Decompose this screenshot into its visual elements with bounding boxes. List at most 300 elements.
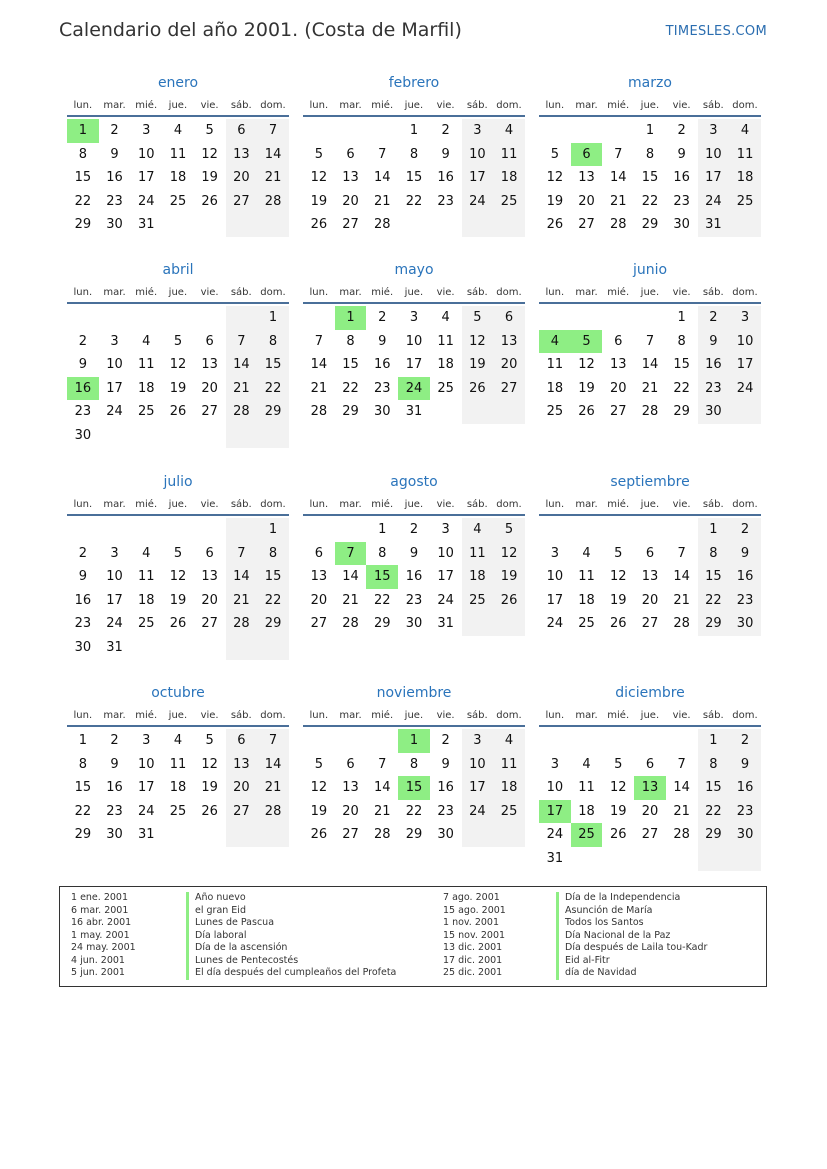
day-cell: 4 <box>173 123 183 138</box>
day-cell: 10 <box>729 330 761 354</box>
day-cell: 29 <box>641 217 659 233</box>
month-enero <box>67 73 289 237</box>
day-cell: 12 <box>201 146 218 162</box>
day-cell: 25 <box>493 190 525 214</box>
weekday-header <box>303 284 525 304</box>
empty-day-cell <box>335 729 367 753</box>
holiday-day-cell: 1 <box>67 119 99 143</box>
day-cell: 2 <box>729 729 761 753</box>
day-cell: 24 <box>546 616 564 632</box>
day-cell: 4 <box>729 119 761 143</box>
day-cell: 22 <box>342 380 359 396</box>
day-cell: 15 <box>698 565 730 589</box>
day-cell: 5 <box>314 756 323 772</box>
day-cell: 14 <box>373 780 391 796</box>
day-cell: 22 <box>405 193 423 209</box>
day-cell: 23 <box>405 592 423 608</box>
empty-day-cell <box>571 306 603 330</box>
day-cell: 25 <box>169 193 187 209</box>
day-cell: 1 <box>78 733 87 748</box>
day-cell: 9 <box>729 542 761 566</box>
day-cell: 6 <box>346 756 355 772</box>
weekday-label: mié. <box>607 100 630 111</box>
day-cell: 29 <box>257 400 289 424</box>
day-cell: 9 <box>441 146 450 162</box>
empty-day-cell <box>539 729 571 753</box>
day-cell: 20 <box>342 803 359 819</box>
day-cell: 20 <box>201 380 218 396</box>
day-cell: 12 <box>462 330 494 354</box>
day-cell: 14 <box>673 780 690 796</box>
day-cell: 22 <box>257 589 289 613</box>
legend-holiday-name: Día de la Independencia <box>556 892 707 905</box>
day-cell: 19 <box>462 353 494 377</box>
day-cell: 25 <box>729 190 761 214</box>
day-cell: 21 <box>226 377 258 401</box>
empty-day-cell <box>366 119 398 143</box>
day-cell: 24 <box>546 827 564 843</box>
weekday-label: lun. <box>545 710 565 721</box>
day-cell: 22 <box>405 803 423 819</box>
weekday-label: mié. <box>135 499 158 510</box>
empty-day-cell <box>99 518 131 542</box>
day-cell: 7 <box>226 542 258 566</box>
weekday-label: dom. <box>496 100 522 111</box>
day-cell: 11 <box>493 753 525 777</box>
holiday-day-cell: 5 <box>571 330 603 354</box>
day-cell: 6 <box>614 333 623 349</box>
empty-day-cell <box>539 306 571 330</box>
day-cell: 2 <box>110 123 119 138</box>
day-cell: 30 <box>437 827 454 843</box>
month-name: mayo <box>394 262 434 278</box>
day-grid <box>303 518 525 636</box>
empty-day-cell <box>571 119 603 143</box>
empty-day-cell <box>729 213 761 237</box>
legend-date: 6 mar. 2001 <box>71 904 129 916</box>
day-grid <box>67 306 289 448</box>
day-cell: 4 <box>173 733 183 748</box>
holiday-day-cell: 25 <box>571 823 603 847</box>
page-title: Calendario del año 2001. (Costa de Marfil) <box>59 19 462 41</box>
empty-day-cell <box>226 636 258 660</box>
day-cell: 22 <box>373 592 391 608</box>
day-cell: 13 <box>578 170 595 186</box>
day-cell: 21 <box>673 592 690 608</box>
day-cell: 27 <box>201 404 218 420</box>
day-cell: 17 <box>137 170 155 186</box>
empty-day-cell <box>226 213 258 237</box>
day-cell: 30 <box>74 427 92 443</box>
empty-day-cell <box>194 424 226 448</box>
holiday-day-cell: 7 <box>335 542 367 566</box>
day-cell: 10 <box>137 756 155 772</box>
day-cell: 20 <box>641 803 659 819</box>
day-cell: 23 <box>729 800 761 824</box>
day-cell: 17 <box>698 166 730 190</box>
weekday-label: vie. <box>672 287 691 298</box>
day-cell: 26 <box>609 616 627 632</box>
day-cell: 15 <box>257 353 289 377</box>
legend-holiday-name: Día después de Laila tou-Kadr <box>556 942 707 955</box>
day-cell: 17 <box>546 592 564 608</box>
day-cell: 11 <box>437 333 454 349</box>
legend-holiday-name: Todos los Santos <box>556 917 707 930</box>
day-cell: 29 <box>373 616 391 632</box>
weekday-header <box>67 496 289 516</box>
empty-day-cell <box>130 636 162 660</box>
holiday-day-cell: 24 <box>398 377 430 401</box>
day-cell: 19 <box>546 193 564 209</box>
day-cell: 3 <box>550 545 559 561</box>
empty-day-cell <box>335 119 367 143</box>
day-cell: 27 <box>226 800 258 824</box>
holiday-day-cell: 16 <box>67 377 99 401</box>
legend-date: 15 nov. 2001 <box>443 929 506 941</box>
day-cell: 29 <box>405 827 423 843</box>
weekday-label: jue. <box>404 710 424 721</box>
day-cell: 14 <box>226 353 258 377</box>
day-cell: 7 <box>226 330 258 354</box>
day-cell: 25 <box>137 616 155 632</box>
day-cell: 11 <box>462 542 494 566</box>
empty-day-cell <box>130 518 162 542</box>
site-logo-link[interactable]: TIMESLES.COM <box>665 24 767 39</box>
day-cell: 8 <box>698 753 730 777</box>
day-cell: 3 <box>441 522 450 537</box>
day-cell: 28 <box>373 217 391 233</box>
weekday-header <box>539 707 761 727</box>
day-cell: 21 <box>609 193 627 209</box>
day-cell: 13 <box>342 170 359 186</box>
day-cell: 2 <box>409 522 419 537</box>
day-cell: 28 <box>342 616 359 632</box>
day-cell: 26 <box>201 803 218 819</box>
day-cell: 15 <box>74 780 92 796</box>
empty-day-cell <box>303 518 335 542</box>
weekday-header <box>303 496 525 516</box>
empty-day-cell <box>602 729 634 753</box>
day-cell: 7 <box>677 756 686 772</box>
empty-day-cell <box>162 424 194 448</box>
day-cell: 27 <box>201 616 218 632</box>
weekday-header <box>539 284 761 304</box>
day-cell: 4 <box>493 119 525 143</box>
day-cell: 27 <box>310 616 328 632</box>
weekday-label: vie. <box>436 287 455 298</box>
day-cell: 1 <box>378 522 387 537</box>
empty-day-cell <box>303 306 335 330</box>
holiday-day-cell: 4 <box>539 330 571 354</box>
day-cell: 26 <box>546 217 564 233</box>
weekday-label: mar. <box>575 100 598 111</box>
day-cell: 5 <box>173 333 183 349</box>
weekday-label: vie. <box>672 100 691 111</box>
day-cell: 1 <box>257 518 289 542</box>
weekday-label: sáb. <box>702 710 724 721</box>
empty-day-cell <box>130 424 162 448</box>
weekday-label: sáb. <box>230 710 252 721</box>
day-cell: 10 <box>462 753 494 777</box>
legend-dates-right <box>443 892 506 980</box>
day-cell: 12 <box>169 569 187 585</box>
empty-day-cell <box>666 847 698 871</box>
weekday-label: jue. <box>640 100 660 111</box>
day-cell: 12 <box>609 569 627 585</box>
weekday-label: mar. <box>575 710 598 721</box>
day-cell: 4 <box>142 333 151 349</box>
day-cell: 28 <box>310 404 328 420</box>
day-cell: 23 <box>673 193 690 209</box>
day-cell: 13 <box>493 330 525 354</box>
day-cell: 11 <box>169 756 187 772</box>
day-grid <box>303 729 525 847</box>
day-cell: 5 <box>550 146 559 162</box>
day-cell: 8 <box>78 756 87 772</box>
day-cell: 29 <box>673 404 690 420</box>
day-cell: 27 <box>493 377 525 401</box>
day-cell: 25 <box>546 404 564 420</box>
day-cell: 4 <box>493 729 525 753</box>
weekday-label: sáb. <box>702 100 724 111</box>
day-cell: 5 <box>205 733 214 748</box>
day-cell: 10 <box>437 545 454 561</box>
weekday-label: lun. <box>73 710 93 721</box>
weekday-label: mié. <box>371 499 394 510</box>
day-cell: 31 <box>546 850 564 866</box>
day-cell: 25 <box>462 589 494 613</box>
legend-holiday-name: Día de la ascensión <box>186 942 396 955</box>
day-cell: 31 <box>137 827 155 843</box>
day-cell: 21 <box>257 776 289 800</box>
weekday-label: lun. <box>73 499 93 510</box>
day-cell: 3 <box>462 119 494 143</box>
month-agosto <box>303 472 525 636</box>
weekday-label: jue. <box>168 710 188 721</box>
day-cell: 7 <box>257 729 289 753</box>
day-cell: 11 <box>729 143 761 167</box>
month-febrero <box>303 73 525 237</box>
empty-day-cell <box>729 400 761 424</box>
day-cell: 24 <box>698 190 730 214</box>
day-cell: 30 <box>74 639 92 655</box>
day-cell: 9 <box>78 357 87 373</box>
day-cell: 3 <box>142 733 151 748</box>
day-cell: 12 <box>609 780 627 796</box>
day-cell: 23 <box>106 193 123 209</box>
day-cell: 18 <box>546 380 564 396</box>
weekday-label: dom. <box>260 499 286 510</box>
holiday-day-cell: 1 <box>335 306 367 330</box>
day-cell: 31 <box>405 404 423 420</box>
day-cell: 6 <box>226 119 258 143</box>
empty-day-cell <box>257 424 289 448</box>
legend-date: 15 ago. 2001 <box>443 904 506 916</box>
day-cell: 7 <box>677 545 686 561</box>
day-cell: 21 <box>373 193 391 209</box>
day-cell: 6 <box>346 146 355 162</box>
weekday-label: vie. <box>200 710 219 721</box>
weekday-label: mar. <box>575 499 598 510</box>
legend-date: 16 abr. 2001 <box>71 917 132 928</box>
day-cell: 27 <box>641 827 659 843</box>
day-cell: 8 <box>409 146 419 162</box>
day-grid <box>303 306 525 424</box>
empty-day-cell <box>634 729 666 753</box>
weekday-label: sáb. <box>466 499 488 510</box>
weekday-label: vie. <box>200 100 219 111</box>
empty-day-cell <box>335 518 367 542</box>
day-cell: 30 <box>673 217 690 233</box>
weekday-label: jue. <box>404 287 424 298</box>
day-cell: 22 <box>641 193 659 209</box>
day-cell: 23 <box>74 616 92 632</box>
month-name: enero <box>157 75 199 91</box>
day-cell: 17 <box>106 380 123 396</box>
month-name: abril <box>162 262 194 278</box>
weekday-label: dom. <box>732 287 758 298</box>
day-cell: 6 <box>205 333 214 349</box>
weekday-label: sáb. <box>466 710 488 721</box>
weekday-label: mar. <box>339 499 362 510</box>
day-cell: 18 <box>578 803 595 819</box>
day-cell: 24 <box>462 190 494 214</box>
weekday-label: mié. <box>371 287 394 298</box>
empty-day-cell <box>698 847 730 871</box>
day-cell: 13 <box>609 357 627 373</box>
weekday-label: vie. <box>436 100 455 111</box>
day-cell: 26 <box>169 404 187 420</box>
weekday-label: dom. <box>260 100 286 111</box>
day-cell: 28 <box>226 612 258 636</box>
weekday-label: jue. <box>404 499 424 510</box>
legend-names-right <box>556 892 707 980</box>
day-cell: 18 <box>137 592 155 608</box>
day-cell: 26 <box>493 589 525 613</box>
day-cell: 24 <box>137 803 155 819</box>
day-cell: 30 <box>698 400 730 424</box>
empty-day-cell <box>162 636 194 660</box>
legend-date: 24 may. 2001 <box>71 942 136 953</box>
day-cell: 17 <box>462 166 494 190</box>
month-name: junio <box>632 262 668 278</box>
empty-day-cell <box>257 823 289 847</box>
day-cell: 11 <box>546 357 564 373</box>
weekday-label: vie. <box>672 710 691 721</box>
day-cell: 22 <box>74 803 92 819</box>
empty-day-cell <box>194 213 226 237</box>
weekday-label: sáb. <box>466 287 488 298</box>
weekday-label: jue. <box>404 100 424 111</box>
day-cell: 23 <box>729 589 761 613</box>
day-cell: 18 <box>169 170 187 186</box>
day-cell: 2 <box>378 310 387 325</box>
empty-day-cell <box>634 518 666 542</box>
weekday-label: lun. <box>73 100 93 111</box>
day-cell: 6 <box>645 756 655 772</box>
weekday-label: sáb. <box>466 100 488 111</box>
weekday-label: sáb. <box>230 499 252 510</box>
day-cell: 30 <box>106 827 123 843</box>
day-cell: 12 <box>310 170 328 186</box>
day-cell: 18 <box>437 357 454 373</box>
month-abril <box>67 260 289 448</box>
legend-date: 1 nov. 2001 <box>443 917 499 928</box>
weekday-header <box>67 707 289 727</box>
day-cell: 27 <box>578 217 595 233</box>
day-grid <box>539 306 761 424</box>
weekday-header <box>303 707 525 727</box>
day-cell: 7 <box>614 146 623 162</box>
day-cell: 15 <box>257 565 289 589</box>
weekday-label: jue. <box>168 287 188 298</box>
holiday-day-cell: 13 <box>634 776 666 800</box>
day-cell: 6 <box>493 306 525 330</box>
day-cell: 15 <box>74 170 92 186</box>
day-cell: 3 <box>462 729 494 753</box>
day-cell: 14 <box>226 565 258 589</box>
weekday-label: lun. <box>309 499 329 510</box>
day-cell: 8 <box>378 545 387 561</box>
empty-day-cell <box>602 518 634 542</box>
day-cell: 8 <box>257 330 289 354</box>
legend-holiday-name: Asunción de María <box>556 905 707 918</box>
day-cell: 13 <box>226 143 258 167</box>
weekday-label: lun. <box>309 100 329 111</box>
weekday-label: dom. <box>260 287 286 298</box>
day-cell: 17 <box>462 776 494 800</box>
legend-date: 13 dic. 2001 <box>443 942 503 953</box>
day-cell: 6 <box>226 729 258 753</box>
day-cell: 1 <box>698 729 730 753</box>
day-cell: 28 <box>673 616 690 632</box>
month-mayo <box>303 260 525 424</box>
day-cell: 16 <box>373 357 391 373</box>
weekday-label: mar. <box>103 710 126 721</box>
day-cell: 11 <box>137 357 155 373</box>
day-cell: 9 <box>110 756 119 772</box>
empty-day-cell <box>634 306 666 330</box>
day-cell: 31 <box>106 639 123 655</box>
day-cell: 22 <box>673 380 690 396</box>
day-cell: 20 <box>609 380 627 396</box>
day-cell: 5 <box>614 545 623 561</box>
legend-names-left <box>186 892 396 980</box>
day-cell: 16 <box>405 569 423 585</box>
month-name: febrero <box>388 75 440 91</box>
weekday-header <box>303 97 525 117</box>
empty-day-cell <box>493 823 525 847</box>
holiday-day-cell: 1 <box>398 729 430 753</box>
legend-date: 1 may. 2001 <box>71 929 130 941</box>
day-cell: 14 <box>257 143 289 167</box>
empty-day-cell <box>257 213 289 237</box>
empty-day-cell <box>67 306 99 330</box>
day-cell: 2 <box>441 123 450 138</box>
legend-holiday-name: el gran Eid <box>186 905 396 918</box>
day-cell: 15 <box>698 776 730 800</box>
legend-holiday-name: Lunes de Pentecostés <box>186 955 396 968</box>
weekday-label: dom. <box>260 710 286 721</box>
day-cell: 11 <box>578 569 595 585</box>
day-cell: 19 <box>609 803 627 819</box>
empty-day-cell <box>303 119 335 143</box>
weekday-label: lun. <box>545 287 565 298</box>
day-cell: 31 <box>698 213 730 237</box>
day-cell: 23 <box>437 193 454 209</box>
weekday-label: mié. <box>135 710 158 721</box>
day-cell: 9 <box>378 333 387 349</box>
